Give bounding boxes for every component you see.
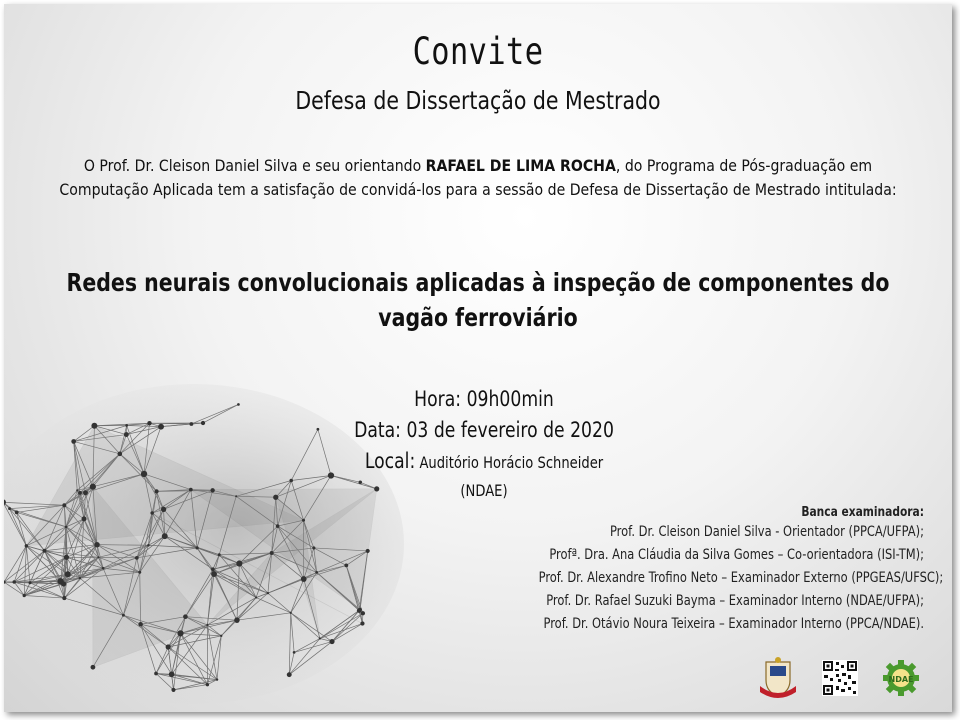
date-label: Data: [354, 418, 401, 442]
network-node [177, 630, 183, 636]
network-node [234, 617, 240, 623]
location-value-2: (NDAE) [460, 481, 508, 500]
network-node [65, 526, 68, 529]
network-node [97, 556, 99, 558]
network-node [220, 635, 222, 637]
network-node [301, 576, 307, 582]
network-node [147, 421, 151, 425]
network-node [169, 671, 175, 677]
network-node [344, 564, 348, 568]
network-node [206, 624, 208, 626]
logos [758, 656, 928, 700]
network-node [154, 489, 158, 493]
network-node [83, 490, 88, 495]
network-node [201, 421, 205, 425]
network-node [64, 555, 69, 560]
board-member: Prof. Dr. Cleison Daniel Silva - Orientador (PPCA/UFPA); [609, 524, 924, 540]
network-node [43, 549, 47, 553]
network-node [329, 639, 334, 644]
network-node [118, 452, 123, 457]
network-node [290, 612, 292, 614]
network-node [236, 560, 242, 566]
board-member: Profª. Dra. Ana Cláudia da Silva Gomes – Co-orientadora (ISI-TM); [549, 547, 924, 563]
network-node [15, 511, 19, 515]
intro-part2: , do Programa de Pós-graduação em Computação Aplicada tem a satisfação de convidá-los para a sessão de Defesa de Dissertação de Mestrado intitulada: [59, 156, 897, 199]
network-node [166, 644, 171, 649]
location-value: Auditório Horácio Schneider [419, 453, 604, 472]
network-node [91, 423, 97, 429]
network-node [211, 567, 215, 571]
network-node [150, 511, 154, 515]
time-value: 09h00min [466, 387, 554, 411]
network-node [366, 549, 370, 553]
date-row [353, 415, 615, 446]
network-node [235, 495, 237, 497]
network-node [189, 422, 193, 426]
network-node [135, 556, 139, 560]
network-node [315, 571, 318, 574]
network-node [138, 622, 143, 627]
thesis-title [4, 265, 952, 335]
network-node [195, 546, 198, 549]
network-node [211, 571, 217, 577]
network-node [91, 665, 96, 670]
page-subtitle: Defesa de Dissertação de Mestrado [295, 86, 661, 115]
network-node [255, 596, 257, 598]
network-node [141, 471, 147, 477]
thesis-title-line2: vagão ferroviário [378, 303, 578, 332]
network-node [76, 489, 78, 491]
network-node [61, 581, 66, 586]
time-row [353, 384, 615, 415]
network-node [78, 491, 82, 495]
network-node [317, 428, 320, 431]
network-node [267, 592, 269, 594]
network-node [358, 608, 362, 612]
network-node [147, 544, 150, 547]
network-node [29, 581, 32, 584]
time-label: Hora: [414, 387, 462, 411]
network-node [94, 542, 99, 547]
network-node [102, 567, 105, 570]
network-node [79, 577, 81, 579]
network-node [8, 507, 11, 510]
student-name: RAFAEL DE LIMA ROCHA [425, 156, 616, 175]
network-node [62, 596, 66, 600]
network-node [319, 637, 321, 639]
board-member: Prof. Dr. Alexandre Trofino Neto – Examinador Externo (PPGEAS/UFSC); [538, 570, 944, 586]
network-node [62, 503, 66, 507]
network-node [124, 432, 129, 437]
thesis-title-line1: Redes neurais convolucionais aplicadas à inspeção de componentes do [66, 268, 890, 297]
network-node [361, 611, 365, 615]
network-node [237, 403, 240, 406]
network-node [82, 516, 87, 521]
location-row [353, 446, 615, 477]
examining-board [454, 504, 944, 636]
network-node [162, 533, 168, 539]
network-node [312, 546, 315, 549]
network-node [65, 571, 71, 577]
network-node [218, 553, 221, 556]
board-member: Prof. Dr. Otávio Noura Teixeira – Examinador Interno (PPCA/NDAE). [543, 616, 924, 632]
board-member: Prof. Dr. Rafael Suzuki Bayma – Examinador Interno (NDAE/UFPA); [546, 593, 924, 609]
network-node [273, 495, 278, 500]
network-node [189, 488, 193, 492]
network-node [302, 519, 305, 522]
date-value: 03 de fevereiro de 2020 [406, 418, 614, 442]
network-node [161, 507, 166, 512]
invitation-card [4, 4, 952, 712]
network-node [138, 571, 141, 574]
qr-code-icon [822, 660, 858, 696]
page-title: Convite [412, 30, 544, 73]
network-node [276, 524, 280, 528]
network-node [183, 614, 188, 619]
network-node [210, 488, 214, 492]
board-heading: Banca examinadora: [801, 505, 924, 520]
invitation-text [34, 154, 922, 202]
network-node [206, 683, 209, 686]
network-node [289, 479, 293, 483]
ndae-gear-logo [880, 658, 922, 698]
event-details [324, 384, 644, 505]
network-node [293, 651, 296, 654]
network-node [25, 544, 28, 547]
location-label: Local: [364, 449, 416, 473]
network-node [90, 484, 96, 490]
ndae-logo-text: NDAE [888, 675, 914, 684]
network-node [122, 614, 125, 617]
ufpa-crest-logo [758, 656, 798, 700]
network-node [23, 594, 26, 597]
network-node [158, 424, 164, 430]
network-node [270, 551, 274, 555]
network-node [287, 672, 292, 677]
network-node [12, 580, 15, 583]
intro-part1: O Prof. Dr. Cleison Daniel Silva e seu orientando [83, 156, 426, 175]
network-node [125, 424, 128, 427]
network-node [216, 678, 218, 680]
network-node [71, 439, 76, 444]
network-node [171, 688, 175, 692]
network-node [360, 621, 364, 625]
network-node [154, 672, 158, 676]
